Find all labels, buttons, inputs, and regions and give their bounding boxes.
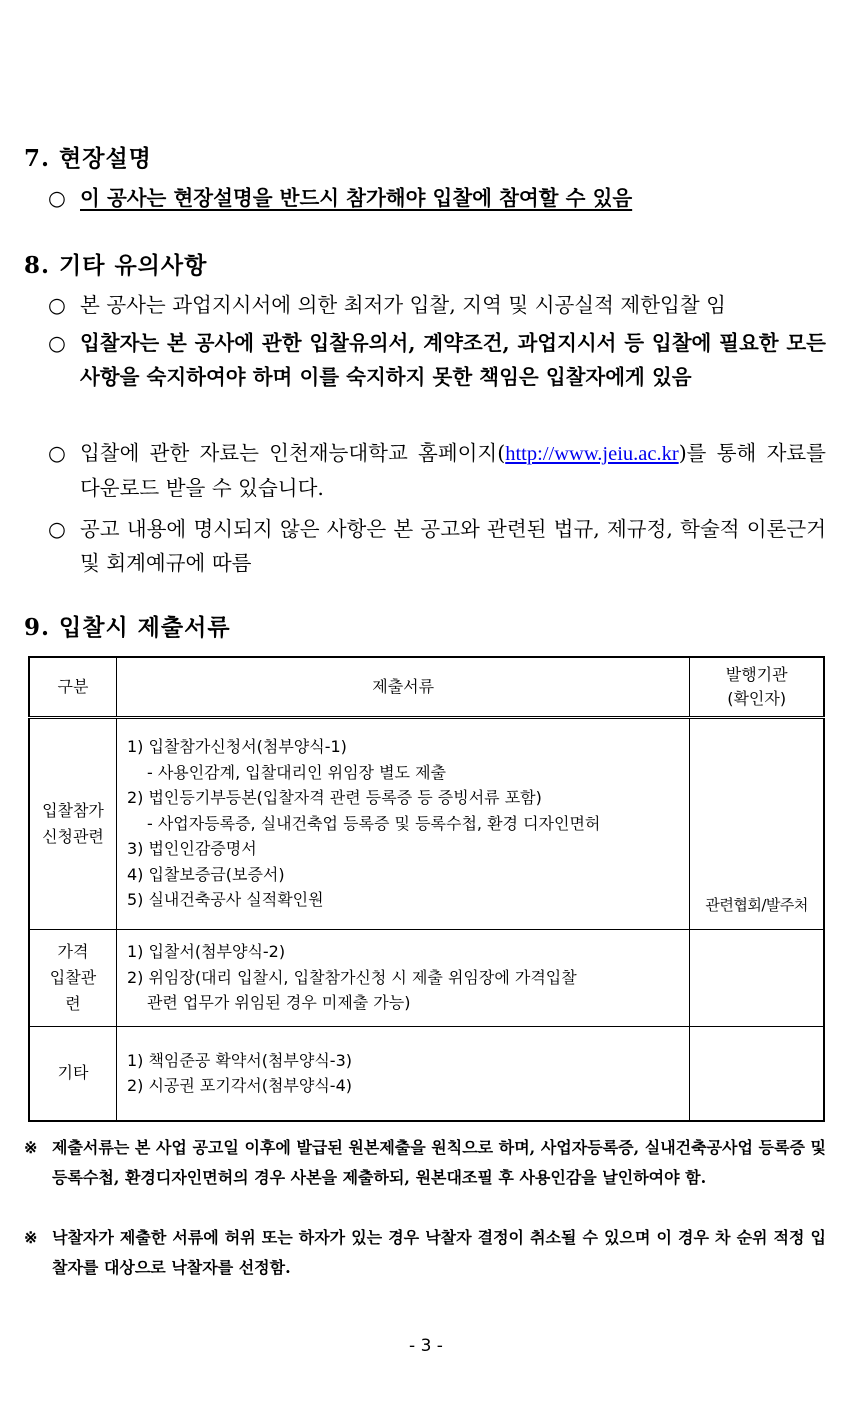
- submission-documents-table: [28, 656, 825, 1122]
- row-category: 기타: [29, 1026, 116, 1121]
- page-number: - 3 -: [409, 1336, 443, 1356]
- header-documents: 제출서류: [116, 657, 689, 717]
- section-7-heading: 7. 현장설명: [24, 145, 152, 172]
- row-documents: 1) 입찰참가신청서(첨부양식-1) - 사용인감계, 입찰대리인 위임장 별도 제출 2) 법인등기부등본(입찰자격 관련 등록증 등 증빙서류 포함) - 사업자등록증, 실내건축업 등록증 및 등록수첩, 환경 디자인면허 3) 법인인감증명서 4) 입찰보증금(보증서) 5) 실내건축공사 실적확인원: [116, 717, 689, 929]
- row-documents: 1) 입찰서(첨부양식-2) 2) 위임장(대리 입찰시, 입찰참가신청 시 제출 위임장에 가격입찰 관련 업무가 위임된 경우 미제출 가능): [116, 929, 689, 1026]
- reference-mark-icon: ※: [24, 1228, 38, 1247]
- circle-bullet-icon: ○: [48, 186, 66, 210]
- row-issuer: 관련협회/발주처: [690, 717, 824, 929]
- note-text: 낙찰자가 제출한 서류에 허위 또는 하자가 있는 경우 낙찰자 결정이 취소될 수 있으며 이 경우 차 순위 적정 입찰자를 대상으로 낙찰자를 선정함.: [52, 1228, 826, 1277]
- section-9-heading: 9. 입찰시 제출서류: [24, 614, 231, 641]
- circle-bullet-icon: ○: [48, 331, 66, 355]
- note-text: 제출서류는 본 사업 공고일 이후에 발급된 원본제출을 원칙으로 하며, 사업자등록증, 실내건축공사업 등록증 및 등록수첩, 환경디자인면허의 경우 사본을 제출하되, 원본대조필 후 사용인감을 날인하여야 함.: [52, 1138, 826, 1187]
- section-7-item: [48, 181, 826, 215]
- section-8-item-2: [48, 326, 826, 394]
- table-row: [29, 1026, 824, 1121]
- section-7-item-text: 이 공사는 현장설명을 반드시 참가해야 입찰에 참여할 수 있음: [80, 186, 633, 210]
- row-category: 가격 입찰관 련: [29, 929, 116, 1026]
- circle-bullet-icon: ○: [48, 441, 66, 465]
- section-8-item-text: 입찰에 관한 자료는 인천재능대학교 홈페이지(http://www.jeiu.ac.kr)를 통해 자료를 다운로드 받을 수 있습니다.: [80, 441, 826, 500]
- section-8-item-text: 공고 내용에 명시되지 않은 사항은 본 공고와 관련된 법규, 제규정, 학술적 이론근거 및 회계예규에 따름: [80, 517, 826, 575]
- section-8-item-text: 본 공사는 과업지시서에 의한 최저가 입찰, 지역 및 시공실적 제한입찰 임: [80, 293, 726, 317]
- reference-mark-icon: ※: [24, 1138, 38, 1157]
- table-header-row: [29, 657, 824, 717]
- circle-bullet-icon: ○: [48, 517, 66, 541]
- section-8-item-text: 입찰자는 본 공사에 관한 입찰유의서, 계약조건, 과업지시서 등 입찰에 필요한 모든 사항을 숙지하여야 하며 이를 숙지하지 못한 책임은 입찰자에게 있음: [80, 331, 826, 389]
- section-8-heading: 8. 기타 유의사항: [24, 252, 208, 279]
- row-documents: 1) 책임준공 확약서(첨부양식-3) 2) 시공권 포기각서(첨부양식-4): [116, 1026, 689, 1121]
- homepage-link[interactable]: http://www.jeiu.ac.kr: [505, 443, 679, 465]
- row-issuer: [690, 1026, 824, 1121]
- section-8-item-3: [48, 436, 826, 505]
- header-category: 구분: [29, 657, 116, 717]
- table-row: [29, 929, 824, 1026]
- section-8-item-4: [48, 512, 826, 580]
- table-row: [29, 717, 824, 929]
- header-issuer: 발행기관 (확인자): [690, 657, 824, 717]
- section-8-item-1: [48, 288, 826, 322]
- row-issuer: [690, 929, 824, 1026]
- circle-bullet-icon: ○: [48, 293, 66, 317]
- note-2: [24, 1223, 826, 1283]
- note-1: [24, 1133, 826, 1193]
- row-category: 입찰참가 신청관련: [29, 717, 116, 929]
